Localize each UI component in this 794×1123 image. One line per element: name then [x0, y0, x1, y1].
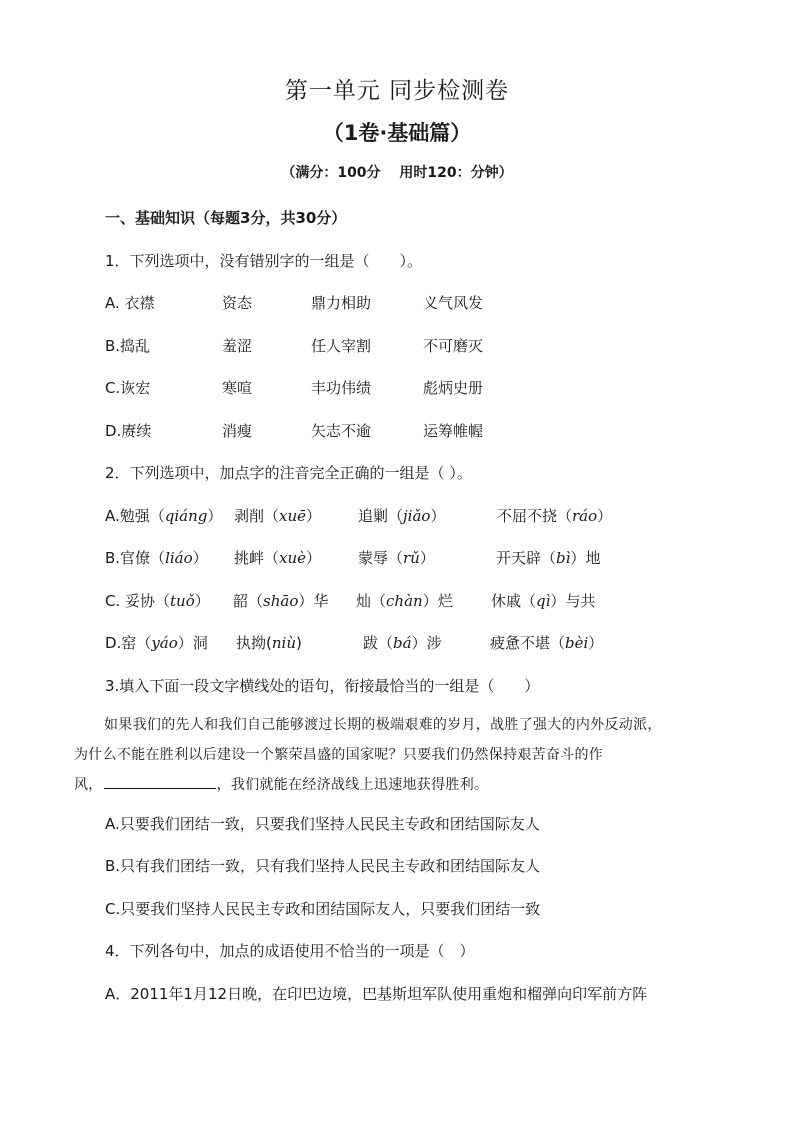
- q2-text: A.勉强（: [105, 507, 165, 525]
- q2-option-a-item: [234, 505, 321, 526]
- passage-line: 如果我们的先人和我们自己能够渡过长期的极端艰难的岁月，战胜了强大的内外反动派，: [104, 717, 662, 733]
- q2-text: B.官僚（: [105, 549, 166, 567]
- page-subtitle: （1卷·基础篇）: [322, 121, 472, 145]
- q2-text: 韶（: [233, 592, 264, 610]
- q1-option-b-word: 任人宰割: [311, 337, 372, 355]
- section-heading: 一、基础知识（每题3分，共30分）: [105, 209, 347, 227]
- q2-text: ）: [192, 549, 208, 567]
- q2-text: D.窑（: [105, 634, 152, 652]
- q2-text: ）: [430, 507, 446, 525]
- q2-pinyin: shāo: [263, 592, 299, 610]
- q2-text: 剥削（: [234, 507, 280, 525]
- q1-option-d-word: 消瘦: [222, 422, 253, 440]
- q2-option-c-item: [491, 590, 595, 611]
- q2-text: ): [295, 634, 302, 652]
- q2-option-b-item: [234, 547, 321, 568]
- q2-pinyin: liáo: [165, 549, 193, 567]
- q2-text: 不屈不挠（: [497, 507, 573, 525]
- q1-option-d-word: 矢志不逾: [311, 422, 372, 440]
- q1-option-a-label: A. 衣襟: [105, 294, 155, 312]
- q2-text: 追剿（: [358, 507, 404, 525]
- q2-pinyin: rǔ: [403, 549, 420, 567]
- question-1-stem: 1．下列选项中，没有错别字的一组是（ ）。: [105, 252, 423, 270]
- q2-pinyin: tuǒ: [170, 592, 195, 610]
- q2-text: 开天辟（: [496, 549, 557, 567]
- q2-option-d-item: [490, 632, 603, 653]
- q2-text: ）: [207, 507, 223, 525]
- q2-pinyin: bá: [393, 634, 412, 652]
- q2-text: ）: [588, 634, 604, 652]
- q2-text: 灿（: [356, 592, 387, 610]
- q2-option-a-item: [105, 505, 222, 526]
- q2-text: ）: [570, 549, 586, 567]
- q2-pinyin: bì: [556, 549, 571, 567]
- question-3-stem: 3.填入下面一段文字横线处的语句，衔接最恰当的一组是（ ）: [105, 677, 540, 695]
- q1-option-c-label: C.诙宏: [105, 379, 151, 397]
- q2-text: ）: [419, 549, 435, 567]
- q1-option-d-label: D.赓续: [105, 422, 152, 440]
- q1-option-a-word: 鼎力相助: [311, 294, 372, 312]
- q2-pinyin: jiǎo: [403, 507, 431, 525]
- q2-text: 挑衅（: [234, 549, 280, 567]
- q2-option-a-item: [497, 505, 612, 526]
- q1-option-a-word: 资态: [222, 294, 253, 312]
- q1-option-b-word: 不可磨灭: [423, 337, 484, 355]
- q2-text: ）: [194, 592, 210, 610]
- q2-option-d-item: [105, 632, 208, 653]
- q2-text: 蒙辱（: [358, 549, 404, 567]
- q1-option-a-word: 义气风发: [423, 294, 484, 312]
- q2-text: ）涉: [411, 634, 442, 652]
- q2-text: 休戚（: [491, 592, 537, 610]
- q2-option-b-item: [496, 547, 600, 568]
- q2-text: ）: [306, 507, 322, 525]
- q2-pinyin: niù: [271, 634, 296, 652]
- q2-option-c-item: [105, 590, 210, 611]
- q2-option-d-item: [236, 632, 302, 653]
- q3-option-b: B.只有我们团结一致，只有我们坚持人民民主专政和团结国际友人: [105, 857, 541, 875]
- q2-text: 地: [585, 549, 601, 567]
- q2-pinyin: yáo: [151, 634, 178, 652]
- q1-option-c-word: 寒喧: [222, 379, 253, 397]
- passage-line: [74, 774, 488, 794]
- q2-text: ）: [306, 549, 322, 567]
- q1-option-b-label: B.捣乱: [105, 337, 151, 355]
- q2-option-d-item: [363, 632, 442, 653]
- q2-option-b-item: [105, 547, 208, 568]
- passage-text: ，我们就能在经济战线上迅速地获得胜利。: [216, 777, 489, 793]
- q2-text: 跋（: [363, 634, 394, 652]
- q2-text: ）洞: [177, 634, 208, 652]
- q2-pinyin: ráo: [572, 507, 598, 525]
- q1-option-c-word: 彪炳史册: [423, 379, 484, 397]
- question-4-stem: 4．下列各句中，加点的成语使用不恰当的一项是（ ）: [105, 942, 475, 960]
- exam-meta: （满分：100分 用时120：分钟）: [281, 165, 513, 181]
- q2-text: ）烂: [422, 592, 453, 610]
- q2-pinyin: qì: [536, 592, 551, 610]
- q2-pinyin: bèi: [565, 634, 589, 652]
- passage-text: 风，: [74, 777, 103, 793]
- q2-option-c-item: [356, 590, 453, 611]
- q2-pinyin: chàn: [386, 592, 423, 610]
- q1-option-c-word: 丰功伟绩: [311, 379, 372, 397]
- q2-text: 疲惫不堪（: [490, 634, 566, 652]
- q2-option-b-item: [358, 547, 435, 568]
- q2-option-a-item: [358, 505, 445, 526]
- q4-option-a: A．2011年1月12日晚，在印巴边境，巴基斯坦军队使用重炮和榴弹向印军前方阵: [105, 985, 648, 1003]
- q2-pinyin: xuē: [279, 507, 307, 525]
- q2-text: C. 妥协（: [105, 592, 171, 610]
- q2-option-c-item: [233, 590, 328, 611]
- q2-pinyin: qiáng: [164, 507, 208, 525]
- q2-text: ）华: [298, 592, 329, 610]
- q3-option-a: A.只要我们团结一致，只要我们坚持人民民主专政和团结国际友人: [105, 815, 540, 833]
- q1-option-d-word: 运筹帷幄: [423, 422, 484, 440]
- passage-line: 为什么不能在胜利以后建设一个繁荣昌盛的国家呢？只要我们仍然保持艰苦奋斗的作: [74, 747, 604, 763]
- question-2-stem: 2．下列选项中，加点字的注音完全正确的一组是（ ）。: [105, 464, 472, 482]
- q2-text: ）: [597, 507, 613, 525]
- fill-in-blank: [104, 775, 216, 789]
- q2-text: 执拗(: [236, 634, 272, 652]
- q2-text: ）: [550, 592, 566, 610]
- q3-option-c: C.只要我们坚持人民民主专政和团结国际友人，只要我们团结一致: [105, 900, 541, 918]
- q2-text: 与共: [565, 592, 596, 610]
- q1-option-b-word: 羞涩: [222, 337, 253, 355]
- page-title: 第一单元 同步检测卷: [284, 78, 510, 104]
- q2-pinyin: xuè: [279, 549, 307, 567]
